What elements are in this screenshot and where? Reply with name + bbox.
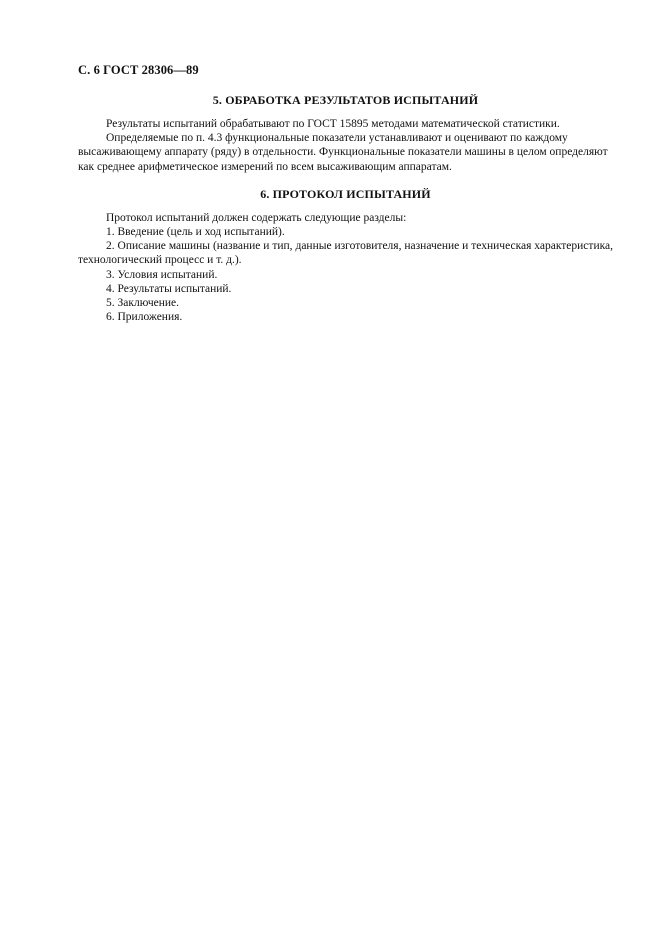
list-item: 1. Введение (цель и ход испытаний).	[106, 226, 285, 239]
section-6-intro: Протокол испытаний должен содержать следующие разделы:	[106, 211, 407, 224]
list-item: 5. Заключение.	[106, 297, 180, 310]
list-item: 4. Результаты испытаний.	[106, 282, 232, 295]
section-5-body	[78, 117, 613, 174]
section-6-list	[78, 225, 613, 324]
section-gap	[78, 174, 613, 187]
page-content	[78, 93, 613, 324]
section-5-heading: 5. ОБРАБОТКА РЕЗУЛЬТАТОВ ИСПЫТАНИЙ	[212, 93, 479, 107]
list-item: 2. Описание машины (название и тип, данные изготовителя, назначение и техническая характеристика, технологический процесс и т. д.).	[78, 240, 613, 267]
section-6-body	[78, 211, 613, 325]
running-header: С. 6 ГОСТ 28306—89	[78, 63, 199, 77]
section-5-paragraph-1: Результаты испытаний обрабатывают по ГОСТ 15895 методами математической статистики.	[106, 118, 560, 130]
section-5-paragraph-2: Определяемые по п. 4.3 функциональные показатели устанавливают и оценивают по каждому высаживающему аппарату (ряду) в отдельности. Функциональные показатели машины в целом определяют как среднее арифметическое измерений по всем высаживающим аппаратам.	[78, 132, 608, 173]
list-item: 3. Условия испытаний.	[106, 268, 218, 281]
section-6-heading: 6. ПРОТОКОЛ ИСПЫТАНИЙ	[260, 186, 431, 201]
list-item: 6. Приложения.	[106, 311, 183, 324]
